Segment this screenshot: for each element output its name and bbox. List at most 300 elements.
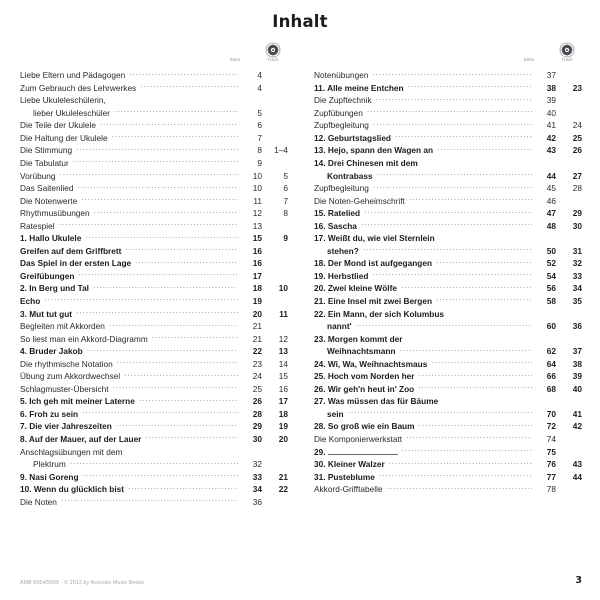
toc-entry-leader-dots (81, 195, 238, 204)
toc-entry[interactable] (314, 82, 582, 95)
toc-entry-page-number: 16 (252, 258, 262, 269)
toc-entry-page-number: 24 (252, 371, 262, 382)
toc-entry-title: 9. Nasi Goreng (20, 471, 79, 482)
toc-entry-leader-dots (110, 94, 238, 103)
column-header-right (314, 43, 582, 69)
toc-entry-page-number: 36 (252, 496, 262, 507)
toc-entry-leader-dots (376, 94, 532, 103)
toc-entry-title: 4. Bruder Jakob (20, 346, 83, 357)
footer-page-number: 3 (575, 575, 582, 586)
toc-entry-title: 23. Morgen kommt der (314, 333, 403, 344)
toc-entry-page-number: 4 (257, 70, 262, 81)
toc-entry-track-number: 30 (572, 220, 582, 231)
toc-entry-leader-dots (401, 282, 532, 291)
toc-entry-leader-dots (135, 257, 238, 266)
toc-entry[interactable] (314, 320, 582, 333)
toc-entry-page-number: 21 (252, 321, 262, 332)
toc-entry[interactable] (20, 383, 288, 396)
toc-entry[interactable] (314, 119, 582, 132)
toc-entry-track-number: 26 (572, 145, 582, 156)
toc-entry-leader-dots (70, 458, 238, 467)
toc-entry-leader-dots (436, 295, 532, 304)
toc-entry[interactable] (20, 245, 288, 258)
toc-entry[interactable] (20, 458, 288, 471)
toc-entry[interactable] (20, 144, 288, 157)
toc-entry-page-number: 17 (252, 270, 262, 281)
toc-entry-leader-dots (78, 182, 238, 191)
toc-entry-title: Das Saitenlied (20, 183, 74, 194)
toc-entry-leader-dots (372, 270, 532, 279)
cd-disc-icon (265, 42, 281, 58)
toc-entry-leader-dots (419, 420, 532, 429)
toc-entry-title: sein (327, 408, 344, 419)
toc-entry[interactable] (20, 170, 288, 183)
toc-entry-title: Die Noten-Geheimschrift (314, 195, 405, 206)
toc-entry-title: 17. Weißt du, wie viel Sternlein (314, 233, 435, 244)
toc-entry-track-number: 5 (283, 170, 288, 181)
toc-entry[interactable] (314, 282, 582, 295)
toc-entry-title: 25. Hoch vom Norden her (314, 371, 415, 382)
toc-entry[interactable] (20, 82, 288, 95)
toc-entry-page-number: 34 (252, 484, 262, 495)
toc-entry-leader-dots (100, 119, 238, 128)
toc-entry-page-number: 4 (257, 82, 262, 93)
toc-entry-page-number: 11 (253, 195, 262, 206)
toc-entry-page-number: 77 (546, 471, 556, 482)
toc-entry[interactable] (20, 207, 288, 220)
toc-entry-track-number: 19 (278, 421, 288, 432)
toc-entry-page-number: 8 (257, 145, 262, 156)
toc-entry-title: Plektrum (33, 459, 66, 470)
toc-entry-title: 26. Wir geh'n heut in' Zoo (314, 383, 415, 394)
toc-entry[interactable] (20, 496, 288, 509)
page-footer (20, 575, 582, 586)
toc-entry-page-number: 25 (252, 383, 262, 394)
toc-entry-track-number: 22 (278, 484, 288, 495)
toc-entry-page-number: 44 (546, 170, 556, 181)
toc-entry-track-number: 11 (279, 308, 288, 319)
toc-entry-track-number: 6 (283, 183, 288, 194)
toc-entry[interactable] (20, 320, 288, 333)
toc-entry-title: Echo (20, 295, 41, 306)
toc-entry-title: lieber Ukuleleschüler (33, 107, 111, 118)
toc-entry-track-number: 42 (572, 421, 582, 432)
toc-entry-page-number: 45 (546, 183, 556, 194)
page-title: Inhalt (272, 12, 328, 31)
toc-entry[interactable] (20, 308, 288, 321)
toc-entry-title: stehen? (327, 245, 359, 256)
toc-entry[interactable] (20, 433, 288, 446)
toc-entry-title: Vorübung (20, 170, 56, 181)
toc-entry[interactable] (20, 107, 288, 120)
toc-entry-title: Die Teile der Ukulele (20, 120, 96, 131)
toc-entry-leader-dots (109, 320, 238, 329)
toc-entry[interactable] (314, 295, 582, 308)
toc-entry-title: Die Noten (20, 496, 57, 507)
toc-entry-track-number: 21 (278, 471, 288, 482)
toc-entry-page-number: 32 (252, 459, 262, 470)
toc-entry-title: 8. Auf der Mauer, auf der Lauer (20, 434, 142, 444)
toc-entry[interactable] (20, 395, 288, 408)
toc-entry-leader-dots (395, 132, 532, 141)
toc-entry-track-number: 15 (278, 371, 288, 382)
toc-entry[interactable] (20, 119, 288, 132)
toc-entry[interactable] (314, 395, 582, 408)
toc-entry[interactable] (20, 483, 288, 496)
toc-entry-page-number: 68 (546, 383, 556, 394)
toc-entry[interactable] (314, 370, 582, 383)
toc-entry-leader-dots (348, 408, 532, 417)
toc-entry-track-number: 43 (572, 459, 582, 470)
toc-entry-track-number: 10 (278, 283, 288, 294)
toc-entry-page-number: 10 (252, 170, 262, 181)
toc-entry-leader-dots (407, 333, 532, 342)
toc-entry-track-number: 28 (572, 183, 582, 194)
toc-entry-leader-dots (94, 207, 238, 216)
toc-entry-page-number: 15 (252, 233, 262, 244)
toc-entry-page-number: 62 (546, 346, 556, 357)
toc-entry-page-number: 66 (546, 371, 556, 382)
toc-entry-title: 31. Pusteblume (314, 471, 375, 482)
toc-entry-track-number: 12 (278, 333, 288, 344)
toc-entry-track-number: 32 (572, 258, 582, 269)
toc-entry-list-left (20, 69, 288, 508)
toc-entry[interactable] (314, 182, 582, 195)
toc-column-right (314, 43, 582, 508)
toc-entry-track-number: 18 (278, 408, 288, 419)
toc-entry[interactable] (314, 94, 582, 107)
toc-entry-leader-dots (44, 295, 238, 304)
toc-entry[interactable] (314, 232, 582, 245)
toc-entry[interactable] (314, 157, 582, 170)
toc-entry-leader-dots (437, 144, 532, 153)
toc-entry-track-number: 34 (572, 283, 582, 294)
toc-entry-title: 29. (314, 447, 400, 459)
toc-entry[interactable] (20, 220, 288, 233)
toc-entry-page-number: 43 (546, 145, 556, 156)
toc-entry[interactable] (20, 182, 288, 195)
toc-entry-leader-dots (83, 471, 238, 480)
toc-entry-leader-dots (363, 245, 532, 254)
toc-entry-title: 22. Ein Mann, der sich Kolumbus (314, 308, 445, 319)
toc-entry-leader-dots (76, 308, 238, 317)
toc-entry-page-number: 37 (546, 70, 556, 81)
column-header-track-label: Track (267, 57, 279, 63)
toc-entry-leader-dots (361, 220, 532, 229)
toc-entry-leader-dots (419, 370, 532, 379)
toc-entry-page-number: 39 (546, 95, 556, 106)
toc-entry-title: 19. Herbstlied (314, 270, 369, 281)
column-header-page-label: Seite (229, 57, 241, 63)
toc-entry-title: 12. Geburtstagslied (314, 132, 392, 143)
toc-entry-page-number: 29 (252, 421, 262, 432)
toc-entry-track-number: 40 (572, 383, 582, 394)
toc-entry-title: Notenübungen (314, 70, 369, 81)
toc-entry-track-number: 39 (572, 371, 582, 382)
toc-entry-track-number: 41 (572, 408, 582, 419)
toc-entry-title: 28. So groß wie ein Baum (314, 421, 415, 432)
toc-entry-title: Die Haltung der Ukulele (20, 132, 108, 143)
toc-entry-title: 6. Froh zu sein (20, 408, 79, 419)
toc-entry-track-number: 17 (278, 396, 288, 407)
toc-entry[interactable] (314, 170, 582, 183)
toc-entry-page-number: 40 (546, 107, 556, 118)
toc-column-left (20, 43, 288, 508)
toc-entry-leader-dots (59, 220, 238, 229)
toc-entry-page-number: 7 (257, 132, 262, 143)
toc-entry[interactable] (314, 408, 582, 421)
toc-entry[interactable] (20, 471, 288, 484)
toc-entry-title: Rhythmusübungen (20, 208, 90, 219)
toc-entry[interactable] (314, 358, 582, 371)
toc-entry-page-number: 75 (546, 446, 556, 457)
toc-entry-track-number: 20 (278, 434, 288, 444)
toc-entry-title: Schlagmuster-Übersicht (20, 383, 109, 394)
toc-entry[interactable] (314, 69, 582, 82)
toc-entry-leader-dots (112, 132, 238, 141)
toc-entry-title: Akkord-Grifftabelle (314, 484, 383, 495)
toc-entry-title: Zupfübungen (314, 107, 363, 118)
toc-entry-page-number: 16 (252, 245, 262, 256)
toc-entry-track-number: 29 (572, 208, 582, 219)
toc-entry-track-number: 24 (572, 120, 582, 131)
toc-entry[interactable] (20, 69, 288, 82)
toc-entry-leader-dots (61, 496, 238, 505)
toc-entry-leader-dots (93, 282, 238, 291)
toc-entry-track-number: 37 (572, 346, 582, 357)
toc-entry-leader-dots (379, 471, 532, 480)
toc-entry-leader-dots (406, 433, 532, 442)
toc-entry[interactable] (314, 383, 582, 396)
toc-entry-leader-dots (152, 333, 238, 342)
toc-entry[interactable] (20, 446, 288, 459)
toc-entry[interactable] (20, 370, 288, 383)
toc-entry-track-number: 1–4 (274, 145, 288, 156)
toc-entry-page-number: 10 (252, 183, 262, 194)
toc-entry-leader-dots (128, 483, 238, 492)
toc-entry-track-number: 35 (572, 295, 582, 306)
toc-entry-title: 1. Hallo Ukulele (20, 233, 82, 244)
toc-entry-title: 15. Ratelied (314, 208, 361, 219)
toc-entry-leader-dots (356, 320, 532, 329)
toc-entry[interactable] (20, 333, 288, 346)
toc-entry-page-number: 18 (252, 283, 262, 294)
toc-entry-title: Die Zupftechnik (314, 95, 372, 106)
toc-entry-blank-line (328, 447, 398, 455)
toc-entry-title: 16. Sascha (314, 220, 357, 231)
toc-entry[interactable] (314, 257, 582, 270)
toc-entry-leader-dots (389, 458, 532, 467)
toc-entry-title: Die Komponierwerkstatt (314, 434, 403, 444)
toc-entry[interactable] (20, 358, 288, 371)
toc-entry-leader-dots (116, 420, 238, 429)
toc-entry-title: 20. Zwei kleine Wölfe (314, 283, 397, 294)
toc-entry-leader-dots (126, 446, 238, 455)
toc-entry-page-number: 47 (546, 208, 556, 219)
toc-entry-leader-dots (125, 245, 238, 254)
toc-entry-title: Zupfbegleitung (314, 183, 369, 194)
toc-entry-leader-dots (129, 69, 238, 78)
toc-entry[interactable] (314, 132, 582, 145)
toc-entry[interactable] (20, 157, 288, 170)
toc-entry-leader-dots (60, 170, 238, 179)
toc-entry-leader-dots (82, 408, 238, 417)
toc-entry[interactable] (314, 446, 582, 459)
toc-entry-leader-dots (85, 232, 238, 241)
toc-entry[interactable] (314, 471, 582, 484)
toc-entry-leader-dots (113, 383, 238, 392)
toc-entry[interactable] (20, 232, 288, 245)
toc-entry[interactable] (314, 458, 582, 471)
footer-credit: AMB 5064/5065 · © 2013 by Acoustic Music Books (20, 580, 145, 586)
toc-entry[interactable] (20, 295, 288, 308)
toc-entry-page-number: 70 (546, 408, 556, 419)
toc-entry-leader-dots (431, 358, 532, 367)
toc-entry-track-number: 13 (278, 346, 288, 357)
toc-entry-page-number: 46 (546, 195, 556, 206)
toc-entry[interactable] (20, 420, 288, 433)
toc-entry-leader-dots (408, 82, 532, 91)
toc-entry-page-number: 26 (252, 396, 262, 407)
toc-entry-leader-dots (409, 195, 532, 204)
toc-entry-page-number: 20 (252, 308, 262, 319)
toc-entry[interactable] (314, 333, 582, 346)
toc-entry-page-number: 19 (252, 295, 262, 306)
toc-entry[interactable] (314, 270, 582, 283)
toc-entry-page-number: 50 (546, 245, 556, 256)
toc-entry-leader-dots (117, 358, 238, 367)
toc-entry-page-number: 58 (546, 295, 556, 306)
toc-entry-title: Die Tabulatur (20, 157, 69, 168)
toc-entry-page-number: 64 (546, 358, 556, 369)
toc-entry-page-number: 33 (252, 471, 262, 482)
toc-entry-title: 18. Der Mond ist aufgegangen (314, 258, 433, 269)
toc-entry-page-number: 5 (257, 107, 262, 118)
toc-entry-title: Die Notenwerte (20, 195, 78, 206)
toc-entry-leader-dots (387, 483, 532, 492)
toc-entry-page-number: 38 (546, 82, 556, 93)
toc-entry-title: Zum Gebrauch des Lehrwerkes (20, 82, 137, 93)
toc-entry-leader-dots (145, 433, 238, 442)
toc-columns (0, 43, 600, 508)
toc-entry[interactable] (314, 144, 582, 157)
toc-entry[interactable] (20, 132, 288, 145)
toc-entry-track-number: 25 (572, 132, 582, 143)
toc-entry-title: Ratespiel (20, 220, 55, 231)
toc-entry-title: 27. Was müssen das für Bäume (314, 396, 439, 407)
toc-entry-title: Die Stimmung (20, 145, 73, 156)
toc-entry-page-number: 12 (252, 208, 262, 219)
toc-entry[interactable] (314, 483, 582, 496)
toc-entry-leader-dots (436, 257, 532, 266)
toc-entry[interactable] (314, 107, 582, 120)
toc-entry-title: nannt' (327, 321, 352, 332)
toc-entry-page-number: 56 (546, 283, 556, 294)
toc-entry-track-number: 7 (283, 195, 288, 206)
toc-entry-title: Greifen auf dem Griffbrett (20, 245, 122, 256)
toc-entry[interactable] (314, 245, 582, 258)
toc-entry-title: 13. Hejo, spann den Wagen an (314, 145, 434, 156)
toc-entry-title: Liebe Ukuleleschülerin, (20, 95, 106, 106)
toc-entry-leader-dots (373, 119, 532, 128)
toc-entry-title: 21. Eine Insel mit zwei Bergen (314, 295, 433, 306)
toc-entry-leader-dots (78, 270, 238, 279)
toc-entry-title: Greifübungen (20, 270, 75, 281)
column-header-track-label: Track (561, 57, 573, 63)
toc-entry-leader-dots (442, 395, 532, 404)
toc-entry-page-number: 72 (546, 421, 556, 432)
toc-entry-title: Anschlagsübungen mit dem (20, 446, 123, 457)
toc-entry-page-number: 23 (252, 358, 262, 369)
toc-entry-title: 24. Wi, Wa, Weihnachtsmaus (314, 358, 428, 369)
toc-entry-leader-dots (76, 144, 238, 153)
toc-entry-leader-dots (114, 107, 238, 116)
toc-entry-leader-dots (418, 383, 532, 392)
toc-entry-title: Das Spiel in der ersten Lage (20, 258, 132, 269)
toc-entry[interactable] (314, 220, 582, 233)
toc-entry-title: 5. Ich geh mit meiner Laterne (20, 396, 135, 407)
toc-entry[interactable] (20, 270, 288, 283)
toc-entry-page-number: 13 (252, 220, 262, 231)
toc-entry[interactable] (314, 345, 582, 358)
toc-entry[interactable] (20, 195, 288, 208)
toc-entry[interactable] (314, 433, 582, 446)
toc-entry-title: Liebe Eltern und Pädagogen (20, 70, 126, 81)
toc-entry-list-right (314, 69, 582, 496)
toc-entry-track-number: 14 (278, 358, 288, 369)
toc-entry-page-number: 41 (546, 120, 556, 131)
toc-entry-page-number: 48 (546, 220, 556, 231)
toc-entry-track-number: 27 (572, 170, 582, 181)
toc-entry-title: Zupfbegleitung (314, 120, 369, 131)
toc-entry-track-number: 8 (283, 208, 288, 219)
toc-entry-track-number: 44 (572, 471, 582, 482)
toc-entry-title: 14. Drei Chinesen mit dem (314, 157, 418, 168)
toc-entry-title: Weihnachtsmann (327, 346, 396, 357)
toc-entry-title: 3. Mut tut gut (20, 308, 73, 319)
toc-entry[interactable] (314, 420, 582, 433)
cd-disc-icon (559, 42, 575, 58)
toc-entry-title: Übung zum Akkordwechsel (20, 371, 121, 382)
toc-entry-leader-dots (400, 345, 532, 354)
toc-entry[interactable] (20, 345, 288, 358)
toc-entry-title: 7. Die vier Jahreszeiten (20, 421, 112, 432)
toc-entry-title: Kontrabass (327, 170, 373, 181)
toc-entry[interactable] (314, 195, 582, 208)
toc-entry[interactable] (20, 408, 288, 421)
toc-entry[interactable] (20, 257, 288, 270)
toc-entry-leader-dots (124, 370, 238, 379)
toc-entry[interactable] (20, 282, 288, 295)
toc-entry[interactable] (20, 94, 288, 107)
toc-entry[interactable] (314, 207, 582, 220)
toc-entry-leader-dots (139, 395, 238, 404)
toc-entry-page-number: 9 (257, 157, 262, 168)
column-header-left (20, 43, 288, 69)
toc-entry-leader-dots (364, 207, 532, 216)
toc-entry-leader-dots (372, 69, 532, 78)
toc-entry-page-number: 76 (546, 459, 556, 470)
toc-entry-title: 11. Alle meine Entchen (314, 82, 404, 93)
toc-entry-leader-dots (73, 157, 238, 166)
toc-entry-title: Begleiten mit Akkorden (20, 321, 105, 332)
toc-entry-page-number: 54 (546, 270, 556, 281)
column-header-page-label: Seite (523, 57, 535, 63)
toc-entry[interactable] (314, 308, 582, 321)
toc-entry-page-number: 30 (252, 434, 262, 444)
toc-entry-track-number: 31 (572, 245, 582, 256)
toc-entry-page-number: 78 (546, 484, 556, 495)
